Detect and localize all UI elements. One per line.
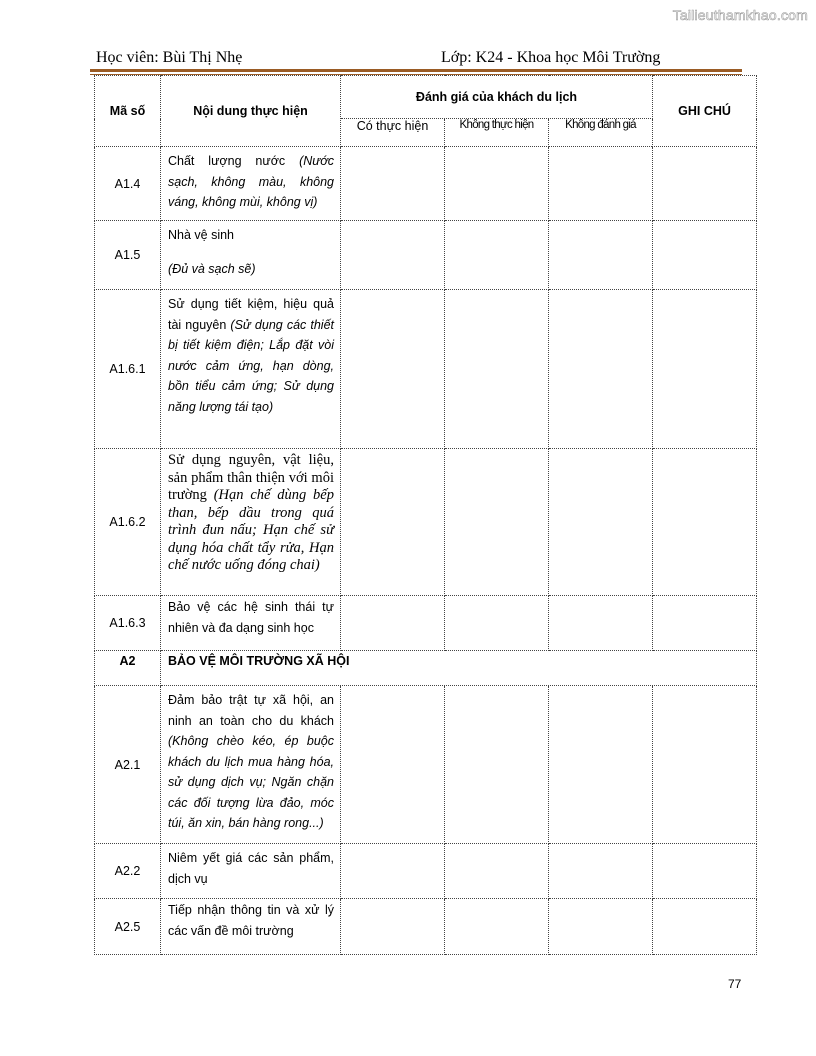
cell-done[interactable] <box>341 147 445 221</box>
page-header <box>96 49 736 71</box>
row-content <box>161 686 341 844</box>
row-content <box>161 221 341 290</box>
class-name: Lớp: K24 - Khoa học Môi Trường <box>441 49 661 66</box>
cell-not-done[interactable] <box>445 844 549 899</box>
cell-done[interactable] <box>341 844 445 899</box>
table-row <box>95 686 757 844</box>
row-content <box>161 844 341 899</box>
cell-no-eval[interactable] <box>549 147 653 221</box>
row-italic: (Nước sạch, không màu, không váng, không mùi, không vị) <box>168 154 334 209</box>
row-text: Bảo vệ các hệ sinh thái tự nhiên và đa dạng sinh học <box>168 600 334 635</box>
row-text: Niêm yết giá các sản phẩm, dịch vụ <box>168 851 334 886</box>
table-row <box>95 596 757 651</box>
cell-done[interactable] <box>341 221 445 290</box>
col-note-header: GHI CHÚ <box>653 76 757 147</box>
row-italic: (Đủ và sạch sẽ) <box>168 261 256 276</box>
row-code: A2.1 <box>95 686 161 844</box>
cell-note[interactable] <box>653 899 757 955</box>
cell-note[interactable] <box>653 449 757 596</box>
cell-no-eval[interactable] <box>549 844 653 899</box>
page-number: 77 <box>728 977 742 991</box>
cell-not-done[interactable] <box>445 596 549 651</box>
evaluation-table <box>94 75 757 955</box>
row-text: Sử dụng nguyên, vật liệu, sản phẩm thân thiện với môi trường <box>168 452 334 503</box>
row-text: Đảm bảo trật tự xã hội, an ninh an toàn cho du khách <box>168 693 334 728</box>
cell-done[interactable] <box>341 596 445 651</box>
cell-done[interactable] <box>341 449 445 596</box>
row-code: A1.4 <box>95 147 161 221</box>
cell-note[interactable] <box>653 686 757 844</box>
cell-no-eval[interactable] <box>549 686 653 844</box>
row-content <box>161 596 341 651</box>
row-code: A1.6.3 <box>95 596 161 651</box>
row-code: A1.5 <box>95 221 161 290</box>
row-content <box>161 899 341 955</box>
cell-not-done[interactable] <box>445 449 549 596</box>
row-text: Tiếp nhận thông tin và xử lý các vấn đề môi trường <box>168 903 334 938</box>
col-no-eval-header: Không đánh giá <box>549 119 653 147</box>
row-text: Nhà vệ sinh <box>168 228 235 242</box>
cell-not-done[interactable] <box>445 290 549 449</box>
cell-not-done[interactable] <box>445 221 549 290</box>
row-content <box>161 449 341 596</box>
header-rule-thick <box>90 69 742 72</box>
student-name: Học viên: Bùi Thị Nhẹ <box>96 49 243 66</box>
cell-not-done[interactable] <box>445 147 549 221</box>
table-row <box>95 844 757 899</box>
row-code: A2.2 <box>95 844 161 899</box>
row-italic: (Hạn chế dùng bếp than, bếp dầu trong quá trình đun nấu; Hạn chế sử dụng hóa chất tẩy rửa, Hạn chế nước uống đóng chai) <box>168 487 334 573</box>
section-title: BẢO VỆ MÔI TRƯỜNG XÃ HỘI <box>161 651 757 686</box>
cell-done[interactable] <box>341 290 445 449</box>
cell-note[interactable] <box>653 147 757 221</box>
row-code: A1.6.2 <box>95 449 161 596</box>
row-code: A2.5 <box>95 899 161 955</box>
table-row <box>95 147 757 221</box>
cell-no-eval[interactable] <box>549 290 653 449</box>
row-content <box>161 290 341 449</box>
col-not-done-header: Không thực hiện <box>445 119 549 147</box>
col-code-header: Mã số <box>95 76 161 147</box>
cell-note[interactable] <box>653 596 757 651</box>
row-content <box>161 147 341 221</box>
row-code: A1.6.1 <box>95 290 161 449</box>
cell-no-eval[interactable] <box>549 221 653 290</box>
header-row <box>95 76 757 119</box>
row-italic: (Sử dụng các thiết bị tiết kiệm điện; Lắp đặt vòi nước cảm ứng, hạn dòng, bồn tiểu cảm ứng; Sử dụng năng lượng tái tạo) <box>168 317 334 414</box>
cell-note[interactable] <box>653 844 757 899</box>
row-text: Sử dụng tiết kiệm, hiệu quả tài nguyên <box>168 297 334 332</box>
cell-not-done[interactable] <box>445 899 549 955</box>
cell-no-eval[interactable] <box>549 596 653 651</box>
cell-done[interactable] <box>341 686 445 844</box>
section-code: A2 <box>95 651 161 686</box>
cell-not-done[interactable] <box>445 686 549 844</box>
col-content-header: Nội dung thực hiện <box>161 76 341 147</box>
cell-no-eval[interactable] <box>549 899 653 955</box>
cell-note[interactable] <box>653 221 757 290</box>
row-italic: (Không chèo kéo, ép buộc khách du lịch mua hàng hóa, sử dụng dịch vụ; Ngăn chặn các đối tượng lừa đảo, móc túi, ăn xin, bán hàng rong...) <box>168 734 334 830</box>
table-row <box>95 449 757 596</box>
watermark: Tailieuthamkhao.com <box>672 7 808 23</box>
cell-note[interactable] <box>653 290 757 449</box>
table-row <box>95 899 757 955</box>
table-row <box>95 221 757 290</box>
section-row <box>95 651 757 686</box>
cell-done[interactable] <box>341 899 445 955</box>
table-row <box>95 290 757 449</box>
col-done-header: Có thực hiện <box>341 119 445 147</box>
row-text: Chất lượng nước <box>168 154 300 168</box>
cell-no-eval[interactable] <box>549 449 653 596</box>
col-eval-header: Đánh giá của khách du lịch <box>341 76 653 119</box>
